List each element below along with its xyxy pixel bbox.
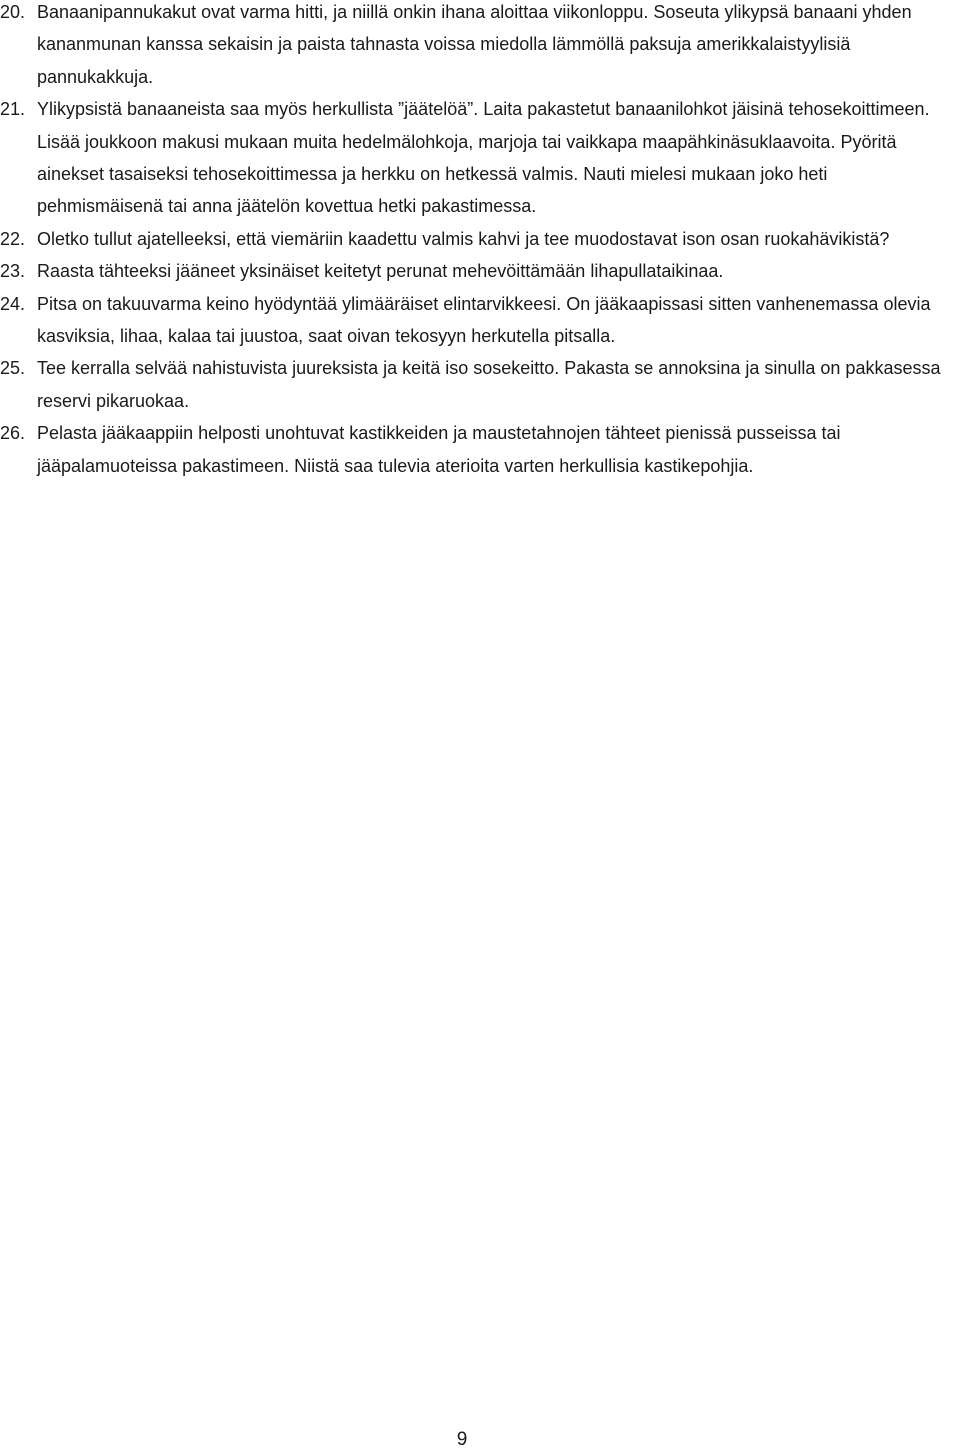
- list-item: [0, 288, 952, 353]
- item-number: 26.: [0, 423, 26, 444]
- item-text: Tee kerralla selvää nahistuvista juureksista ja keitä iso sosekeitto. Pakasta se annoksina ja sinulla on pakkasessa reservi pikaruokaa.: [37, 358, 941, 411]
- item-text: Raasta tähteeksi jääneet yksinäiset keitetyt perunat mehevöittämään lihapullataikinaa.: [37, 261, 724, 282]
- item-number: 23.: [0, 261, 26, 282]
- list-item: [0, 417, 952, 482]
- list-item: [0, 93, 952, 223]
- item-number: 24.: [0, 293, 26, 314]
- item-number: 25.: [0, 358, 26, 379]
- tips-list: [0, 0, 952, 482]
- item-text: Banaanipannukakut ovat varma hitti, ja niillä onkin ihana aloittaa viikonloppu. Soseuta ylikypsä banaani yhden kananmunan kanssa sekaisin ja paista tahnasta voissa miedolla lämmöllä paksuja amerikkalaistyylisiä pannukakkuja.: [37, 2, 912, 87]
- list-item: [0, 352, 952, 417]
- item-number: 20.: [0, 2, 26, 22]
- item-text: Pitsa on takuuvarma keino hyödyntää ylimääräiset elintarvikkeesi. On jääkaapissasi sitten vanhenemassa olevia kasviksia, lihaa, kalaa tai juustoa, saat oivan tekosyyn herkutella pitsalla.: [37, 293, 931, 347]
- list-item: [0, 255, 952, 287]
- item-text: Oletko tullut ajatelleeksi, että viemäriin kaadettu valmis kahvi ja tee muodostavat ison osan ruokahävikistä?: [37, 228, 890, 249]
- item-text: Ylikypsistä banaaneista saa myös herkullista ”jäätelöä”. Laita pakastetut banaanilohkot jäisinä tehosekoittimeen. Lisää joukkoon makusi mukaan muita hedelmälohkoja, marjoja tai vaikkapa maapähkinäsuklaavoita. Pyöritä ainekset tasaiseksi tehosekoittimessa ja herkku on hetkessä valmis. Nauti mielesi mukaan joko heti pehmismäisenä tai anna jäätelön kovettua hetki pakastimessa.: [37, 99, 930, 217]
- item-number: 21.: [0, 99, 26, 120]
- item-number: 22.: [0, 228, 26, 249]
- list-item: [0, 0, 952, 93]
- item-text: Pelasta jääkaappiin helposti unohtuvat kastikkeiden ja maustetahnojen tähteet pienissä pusseissa tai jääpalamuoteissa pakastimeen. Niistä saa tulevia aterioita varten herkullisia kastikepohjia.: [37, 423, 841, 476]
- list-item: [0, 223, 952, 255]
- page-number: 9: [456, 1429, 468, 1450]
